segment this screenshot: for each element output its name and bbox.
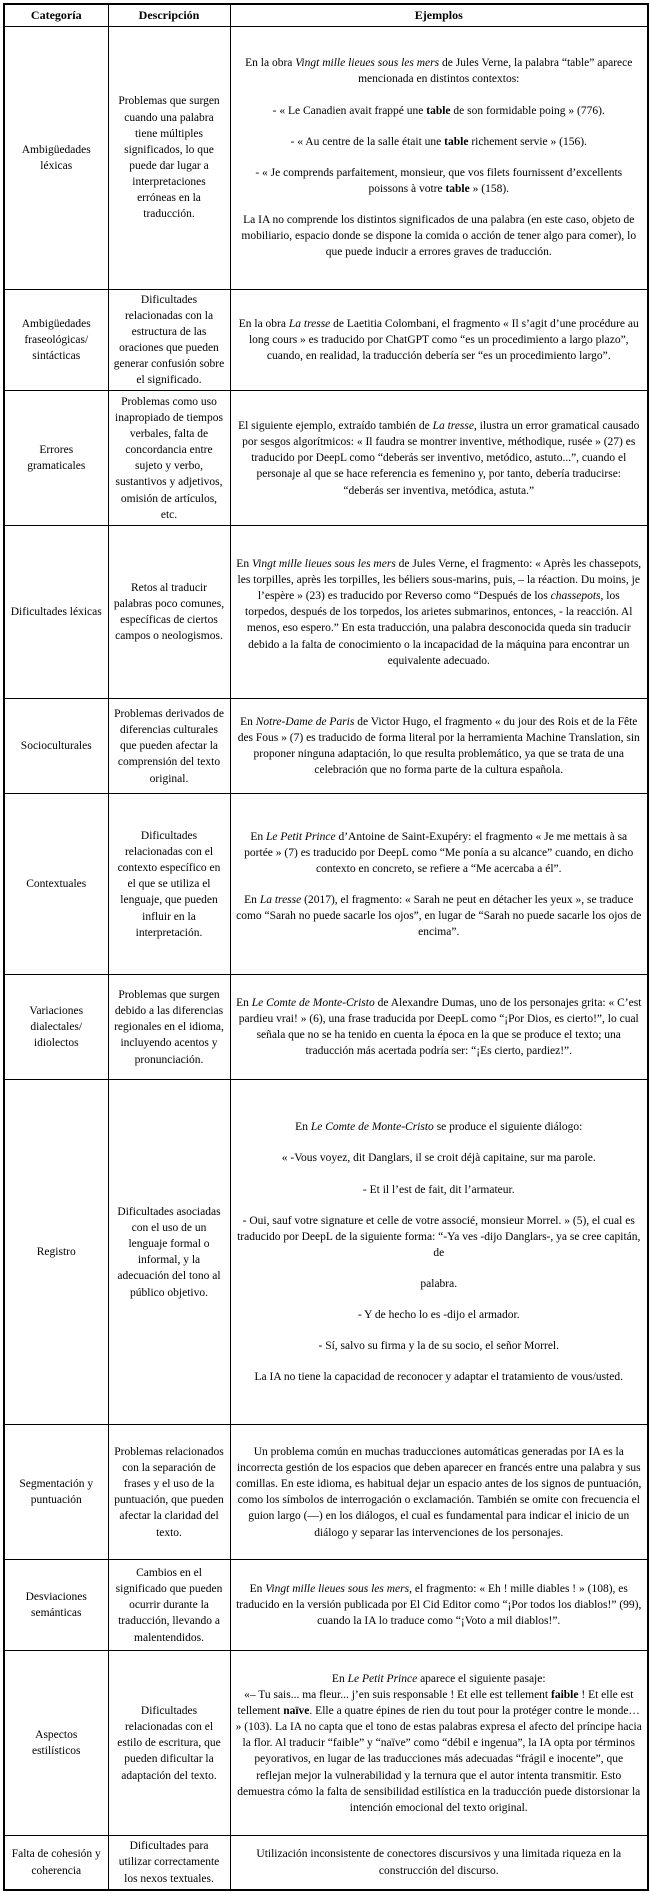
example-paragraph: En la obra La tresse de Laetitia Colombani, el fragmento « Il s’agit d’une procédure au long cours » es traducido por ChatGPT como “es un procedimiento a largo plazo”, cuando, en realidad, la traducción debería ser “es un procedimiento largo”. <box>238 317 639 363</box>
categoria-cell: Registro <box>4 1080 108 1425</box>
categoria-cell: Socioculturales <box>4 699 108 794</box>
example-paragraph: - Y de hecho lo es -dijo el armador. <box>357 1309 520 1322</box>
ejemplos-cell <box>230 975 648 1080</box>
categoria-cell: Segmentación y puntuación <box>4 1425 108 1560</box>
example-paragraph: En Notre-Dame de Paris de Victor Hugo, el fragmento « du jour des Rois et de la Fête des Fous » (7) es traducido de forma literal por la herramienta Machine Translation, sin proponer ninguna adaptación, lo que resulta problemático, ya que se trata de una celebración que no forma parte de la cultura española. <box>237 716 640 777</box>
example-paragraph: El siguiente ejemplo, extraído también de La tresse, ilustra un error gramatical causado por sesgos algorítmicos: « Il faudra se montrer inventive, méthodique, rusée » (27) es traducido por DeepL como “deberás ser inventivo, metódico, astuto...”, cuando el personaje al que se hace referencia es femenino y, por tanto, debería traducirse: “deberás ser inventiva, metódica, astuta.” <box>238 420 640 497</box>
categoria-cell: Falta de cohesión y coherencia <box>4 1836 108 1890</box>
table-row <box>4 1560 648 1651</box>
table-row <box>4 526 648 699</box>
example-paragraph: En Le Comte de Monte-Cristo se produce el siguiente diálogo: <box>295 1121 583 1134</box>
example-paragraph: « -Vous voyez, dit Danglars, il se croit déjà capitaine, sur ma parole. <box>281 1152 596 1165</box>
categoria-cell: Ambigüedades léxicas <box>4 26 108 289</box>
example-paragraph: - « Le Canadien avait frappé une table de son formidable poing » (776). <box>272 104 605 117</box>
descripcion-cell: Dificultades relacionadas con la estructura de las oraciones que pueden generar confusión sobre el significado. <box>108 289 230 391</box>
categoria-cell: Variaciones dialectales/ idiolectos <box>4 975 108 1080</box>
ejemplos-cell <box>230 1651 648 1836</box>
header-row <box>4 4 648 26</box>
table-row <box>4 975 648 1080</box>
example-paragraph: En Le Petit Prince aparece el siguiente pasaje: «– Tu sais... ma fleur... j’en suis responsable ! Et elle est tellement faible ! Et elle est tellement naïve. Elle a quatre épines de rien du tout pour la protéger contre le monde… » (103). La IA no capta que el tono de estas palabras expresa el afecto del príncipe hacia la flor. Al traducir “faible” y “naïve” como “débil e ingenua”, la IA opta por términos peyorativos, en lugar de las traducciones más adecuadas “frágil e inocente”, que reflejan mejor la vulnerabilidad y la ternura que el autor intenta transmitir. Esto demuestra cómo la falta de sensibilidad estilística en la traducción puede distorsionar la intención emocional del texto original. <box>235 1672 642 1814</box>
categoria-cell: Desviaciones semánticas <box>4 1560 108 1651</box>
example-paragraph: - Oui, sauf votre signature et celle de votre associé, monsieur Morrel. » (5), el cual es traducido por DeepL de la siguiente forma: “-Ya ves -dijo Danglars-, ya se cree capitán, de <box>237 1214 641 1259</box>
example-paragraph: La IA no tiene la capacidad de reconocer y adaptar el tratamiento de vous/usted. <box>254 1371 623 1384</box>
ejemplos-cell <box>230 699 648 794</box>
table-row <box>4 794 648 975</box>
header-descripcion: Descripción <box>108 4 230 26</box>
table-row <box>4 391 648 526</box>
ejemplos-cell <box>230 289 648 391</box>
descripcion-cell: Problemas como uso inapropiado de tiempos verbales, falta de concordancia entre sujeto y verbo, sustantivos y adjetivos, omisión de artículos, etc. <box>108 391 230 526</box>
table-body <box>4 26 648 1889</box>
example-paragraph: - « Je comprends parfaitement, monsieur, que vos filets fournissent d’excellents poissons à votre table » (158). <box>255 166 623 195</box>
descripcion-cell: Dificultades para utilizar correctamente los nexos textuales. <box>108 1836 230 1890</box>
header-categoria: Categoría <box>4 4 108 26</box>
descripcion-cell: Problemas que surgen debido a las diferencias regionales en el idioma, incluyendo acentos y pronunciación. <box>108 975 230 1080</box>
table-row <box>4 1080 648 1425</box>
example-paragraph: En la obra Vingt mille lieues sous les mers de Jules Verne, la palabra “table” aparece mencionada en distintos contextos: <box>245 57 633 86</box>
table-row <box>4 26 648 289</box>
descripcion-cell: Problemas derivados de diferencias culturales que pueden afectar la comprensión del texto original. <box>108 699 230 794</box>
descripcion-cell: Retos al traducir palabras poco comunes, específicas de ciertos campos o neologismos. <box>108 526 230 699</box>
categoria-cell: Aspectos estilísticos <box>4 1651 108 1836</box>
descripcion-cell: Problemas que surgen cuando una palabra tiene múltiples significados, lo que puede dar lugar a interpretaciones erróneas en la traducción. <box>108 26 230 289</box>
example-paragraph: - Sí, salvo su firma y la de su socio, el señor Morrel. <box>318 1340 559 1353</box>
example-paragraph: La IA no comprende los distintos significados de una palabra (en este caso, objeto de mobiliario, espacio donde se dispone la comida o acción de tener algo para comer), lo que puede inducir a errores graves de traducción. <box>241 213 637 259</box>
example-paragraph: - Et il l’est de fait, dit l’armateur. <box>362 1183 515 1196</box>
ejemplos-cell <box>230 1425 648 1560</box>
categoria-cell: Errores gramaticales <box>4 391 108 526</box>
ejemplos-cell <box>230 1560 648 1651</box>
table-row <box>4 1651 648 1836</box>
table-row <box>4 699 648 794</box>
example-paragraph: - « Au centre de la salle était une table richement servie » (156). <box>290 135 587 148</box>
ejemplos-cell <box>230 26 648 289</box>
header-ejemplos: Ejemplos <box>230 4 648 26</box>
descripcion-cell: Cambios en el significado que pueden ocurrir durante la traducción, llevando a malentendidos. <box>108 1560 230 1651</box>
ejemplos-cell <box>230 391 648 526</box>
example-paragraph: En Le Comte de Monte-Cristo de Alexandre Dumas, uno de los personajes grita: « C’est pardieu vrai! » (6), una frase traducida por DeepL como “¡Por Dios, es cierto!”, lo cual señala que no se ha tenido en cuenta la época en la que se produce el texto; una traducción más acertada podría ser: “¡Es cierto, pardiez!”. <box>236 997 642 1058</box>
ejemplos-cell <box>230 526 648 699</box>
descripcion-cell: Dificultades relacionadas con el contexto específico en el que se utiliza el lenguaje, que pueden influir en la interpretación. <box>108 794 230 975</box>
example-paragraph: En Le Petit Prince d’Antoine de Saint-Exupéry: el fragmento « Je me mettais à sa portée » (7) es traducido por DeepL como “Me ponía a su alcance” cuando, en dicho contexto en concreto, se refiere a “Me acercaba a él”. <box>244 830 634 875</box>
ejemplos-cell <box>230 1836 648 1890</box>
descripcion-cell: Dificultades relacionadas con el estilo de escritura, que pueden dificultar la adaptación del texto. <box>108 1651 230 1836</box>
example-paragraph: En Vingt mille lieues sous les mers, el fragmento: « Eh ! mille diables ! » (108), es traducido en la versión publicada por El Cid Editor como “¡Por todos los diablos!” (99), cuando la IA lo traduce como “¡Voto a mil diablos!”. <box>236 1583 642 1628</box>
table-row <box>4 1425 648 1560</box>
categories-table <box>3 3 649 1891</box>
example-paragraph: En La tresse (2017), el fragmento: « Sarah ne peut en détacher les yeux », se traduce como “Sarah no puede sacarle los ojos”, en lugar de “Sarah no puede sacarle los ojos de encima”. <box>236 893 642 939</box>
categoria-cell: Dificultades léxicas <box>4 526 108 699</box>
example-paragraph: Utilización inconsistente de conectores discursivos y una limitada riqueza en la construcción del discurso. <box>256 1848 622 1877</box>
example-paragraph: En Vingt mille lieues sous les mers de Jules Verne, el fragmento: « Après les chassepots, les torpilles, après les torpilles, les béliers sous-marins, puis, – la réaction. Du moins, je l’espère » (23) es traducido por Reverso como “Después de los chassepots, los torpedos, después de los torpedos, los arietes submarinos, entonces, - la reacción. Al menos, eso espero.” En esta traducción, una palabra desconocida queda sin traducir debido a la falta de conocimiento o la incapacidad de la máquina para encontrar un equivalente adecuado. <box>236 558 642 667</box>
table-row <box>4 1836 648 1890</box>
categoria-cell: Contextuales <box>4 794 108 975</box>
descripcion-cell: Dificultades asociadas con el uso de un lenguaje formal o informal, y la adecuación del tono al público objetivo. <box>108 1080 230 1425</box>
descripcion-cell: Problemas relacionados con la separación de frases y el uso de la puntuación, que pueden afectar la claridad del texto. <box>108 1425 230 1560</box>
ejemplos-cell <box>230 1080 648 1425</box>
example-paragraph: palabra. <box>420 1277 458 1290</box>
table-header <box>4 4 648 26</box>
table-row <box>4 289 648 391</box>
example-paragraph: Un problema común en muchas traducciones automáticas generadas por IA es la incorrecta gestión de los espacios que deben aparecer en francés entre una palabra y sus comillas. En este idioma, es habitual dejar un espacio antes de los signos de puntuación, como los símbolos de interrogación o exclamación. También se omite con frecuencia el guion largo (—) en los diálogos, el cual es fundamental para indicar el inicio de un diálogo y separar las intervenciones de los personajes. <box>236 1446 642 1539</box>
ejemplos-cell <box>230 794 648 975</box>
categoria-cell: Ambigüedades fraseológicas/ sintácticas <box>4 289 108 391</box>
